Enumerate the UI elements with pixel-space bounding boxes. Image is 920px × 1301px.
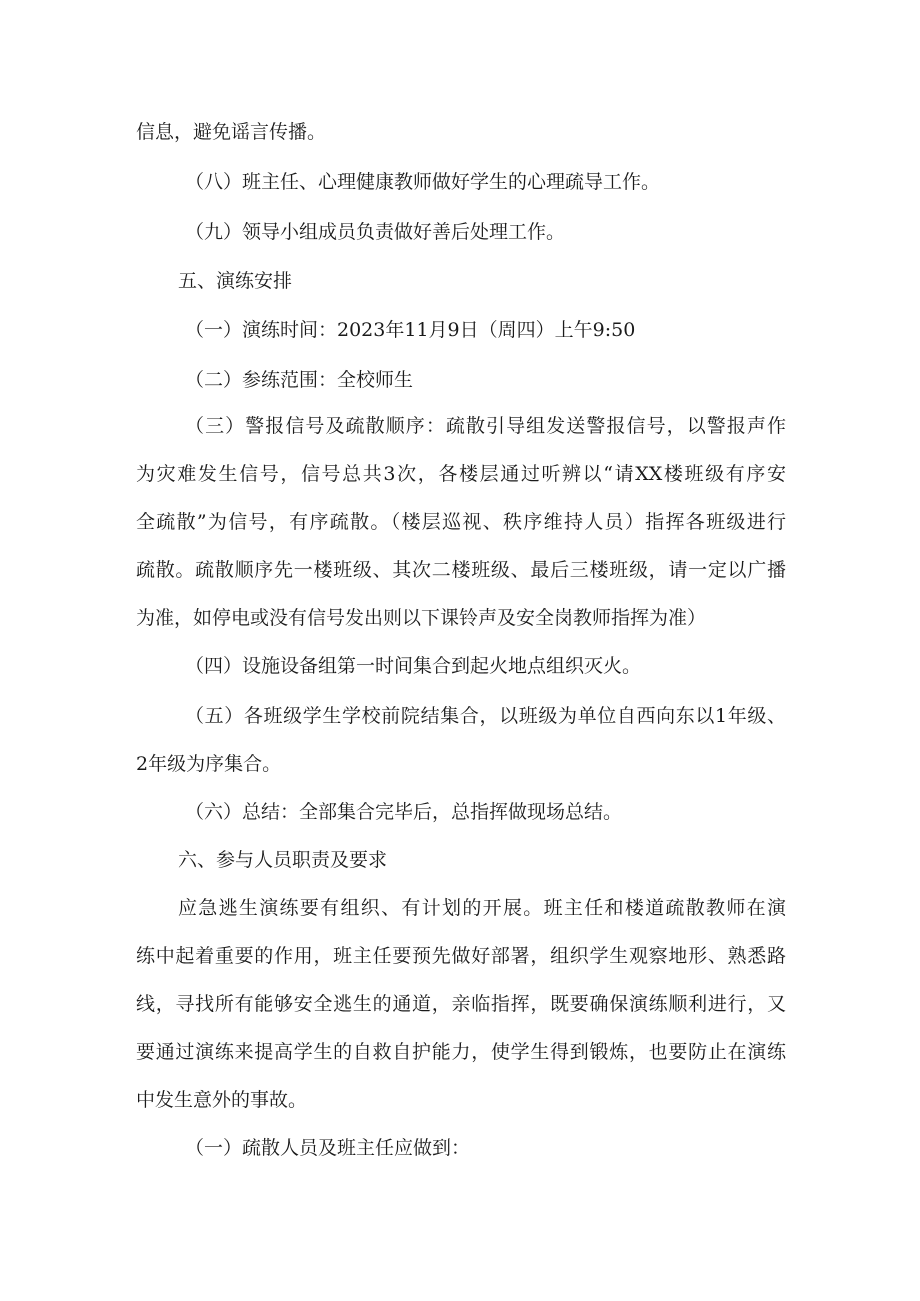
paragraph-line: 线，寻找所有能够安全逃生的通道，亲临指挥，既要确保演练顺利进行，又: [136, 993, 786, 1015]
paragraph-line: （三）警报信号及疏散顺序：疏散引导组发送警报信号，以警报声作: [185, 415, 786, 437]
paragraph-line: （四）设施设备组第一时间集合到起火地点组织灭火。: [185, 655, 642, 677]
paragraph-line: 中发生意外的事故。: [136, 1089, 308, 1111]
paragraph-line: （六）总结：全部集合完毕后，总指挥做现场总结。: [185, 801, 623, 823]
section-heading: 五、演练安排: [178, 270, 293, 292]
section-heading: 六、参与人员职责及要求: [178, 849, 388, 871]
paragraph-line: 疏散。疏散顺序先一楼班级、其次二楼班级、最后三楼班级，请一定以广播: [136, 559, 786, 581]
paragraph-line: 2年级为序集合。: [136, 753, 282, 775]
paragraph-line: 练中起着重要的作用，班主任要预先做好部署，组织学生观察地形、熟悉路: [136, 945, 786, 967]
paragraph-line: （一）演练时间：2023年11月9日（周四）上午9:50: [185, 319, 636, 341]
paragraph-line: （一）疏散人员及班主任应做到：: [185, 1137, 471, 1159]
paragraph-line: 应急逃生演练要有组织、有计划的开展。班主任和楼道疏散教师在演: [178, 897, 786, 919]
paragraph-line: （二）参练范围：全校师生: [185, 369, 414, 391]
paragraph-line: （五）各班级学生学校前院结集合，以班级为单位自西向东以1年级、: [185, 705, 786, 727]
paragraph-line: （九）领导小组成员负责做好善后处理工作。: [185, 221, 566, 243]
paragraph-line: （八）班主任、心理健康教师做好学生的心理疏导工作。: [185, 171, 661, 193]
paragraph-line: 为准，如停电或没有信号发出则以下课铃声及安全岗教师指挥为准）: [136, 607, 707, 629]
paragraph-line: 信息，避免谣言传播。: [136, 121, 327, 143]
paragraph-line: 全疏散”为信号，有序疏散。（楼层巡视、秩序维持人员）指挥各班级进行: [136, 511, 786, 533]
paragraph-line: 为灾难发生信号，信号总共3次，各楼层通过听辨以“请XX楼班级有序安: [136, 463, 786, 485]
paragraph-line: 要通过演练来提高学生的自救自护能力，使学生得到锻炼，也要防止在演练: [136, 1041, 786, 1063]
